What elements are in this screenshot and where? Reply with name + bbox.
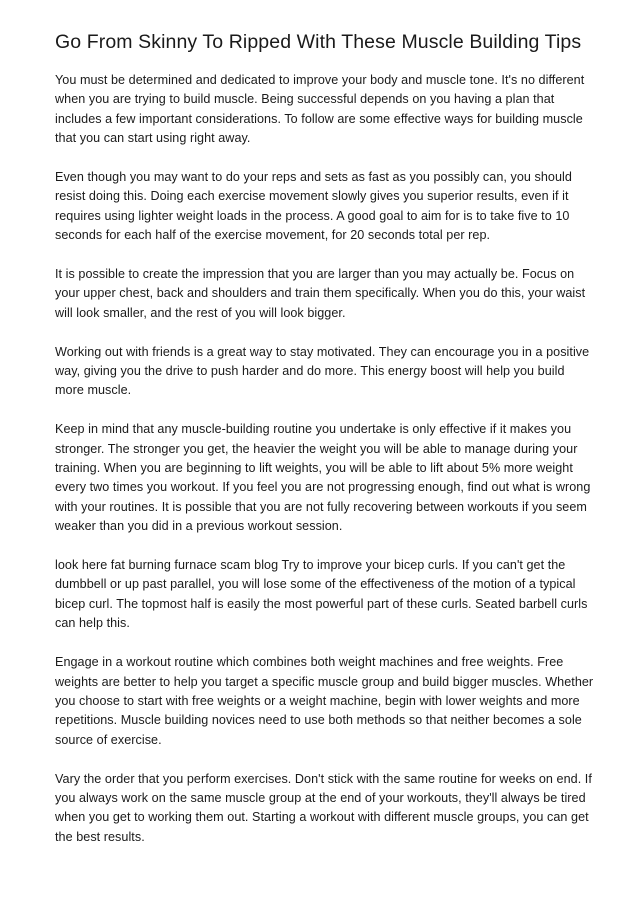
- paragraph-4: Working out with friends is a great way to stay motivated. They can encourage you in a positive way, giving you the drive to push harder and do more. This energy boost will help you build more muscle.: [55, 344, 590, 398]
- paragraph-5: Keep in mind that any muscle-building routine you undertake is only effective if it makes you stronger. The stronger you get, the heavier the weight you will be able to manage during your training. When you are beginning to lift weights, you will be able to lift about 5% more weight every two times you workout. If you feel you are not progressing enough, find out what is wrong with your routines. It is possible that you are not fully recovering between workouts if you seem weaker than you did in a previous workout session.: [55, 422, 591, 534]
- paragraph-2: Even though you may want to do your reps and sets as fast as you possibly can, you should resist doing this. Doing each exercise movement slowly gives you superior results, even if it requires using lighter weight loads in the process. A good goal to aim for is to take five to 10 seconds for each half of the exercise movement, for 20 seconds total per rep.: [55, 170, 572, 243]
- paragraph-6: look here fat burning furnace scam blog Try to improve your bicep curls. If you can't get the dumbbell or up past parallel, you will lose some of the effectiveness of the motion of a typical bicep curl. The topmost half is easily the most powerful part of these curls. Seated barbell curls can help this.: [55, 558, 588, 631]
- paragraph-8: Vary the order that you perform exercises. Don't stick with the same routine for weeks on end. If you always work on the same muscle group at the end of your workouts, they'll always be tired when you get to working them out. Starting a workout with different muscle groups, you can get the best results.: [55, 771, 592, 844]
- paragraph-1: You must be determined and dedicated to improve your body and muscle tone. It's no different when you are trying to build muscle. Being successful depends on you having a plan that includes a few important considerations. To follow are some effective ways for building muscle that you can start using right away.: [55, 73, 585, 146]
- paragraph-3: It is possible to create the impression that you are larger than you may actually be. Focus on your upper chest, back and shoulders and train them specifically. When you do this, your waist will look smaller, and the rest of you will look bigger.: [55, 267, 586, 320]
- document-title: Go From Skinny To Ripped With These Muscle Building Tips: [55, 31, 582, 53]
- paragraph-7: Engage in a workout routine which combines both weight machines and free weights. Free weights are better to help you target a specific muscle group and build bigger muscles. Whether you choose to start with free weights or a weight machine, begin with lower weights and more repetitions. Muscle building novices need to use both methods so that neither becomes a sole source of exercise.: [55, 655, 594, 747]
